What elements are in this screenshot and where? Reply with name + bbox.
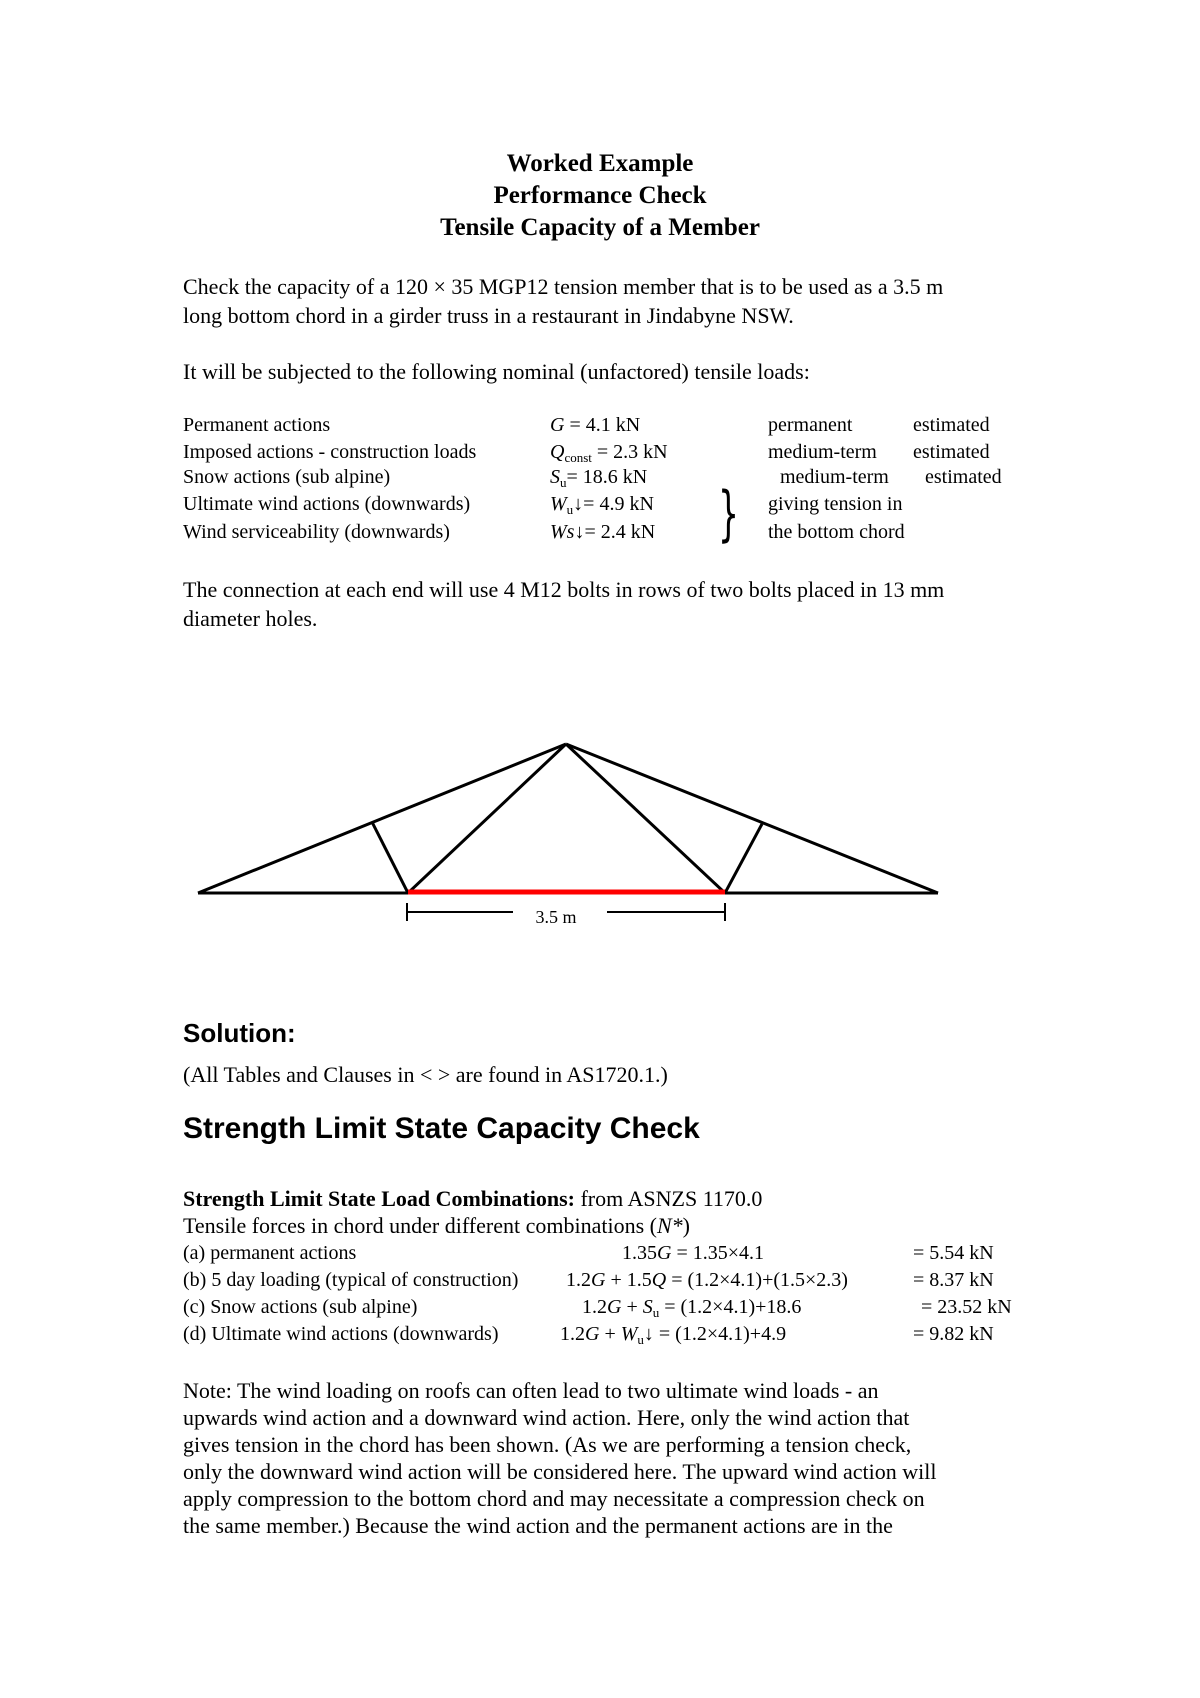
combo-expression: 1.2G + 1.5Q = (1.2×4.1)+(1.5×2.3) [566, 1269, 848, 1291]
truss-members [198, 744, 938, 893]
dimension-label: 3.5 m [535, 907, 577, 927]
note-line: apply compression to the bottom chord and may necessitate a compression check on [183, 1486, 925, 1511]
combo-heading: Strength Limit State Load Combinations: from ASNZS 1170.0 [183, 1186, 763, 1211]
solution-note: (All Tables and Clauses in < > are found in AS1720.1.) [183, 1062, 668, 1087]
connection-line-2: diameter holes. [183, 606, 318, 631]
load-duration: permanent [768, 414, 853, 436]
top-chord-left [198, 744, 566, 893]
combo-expression: $1.2G + S_u = (1.2\times 4.1)+18.6$ [582, 1296, 802, 1320]
note-line: upwards wind action and a downward wind action. Here, only the wind action that [183, 1405, 910, 1430]
solution-heading: Solution: [183, 1018, 296, 1048]
load-label: Ultimate wind actions (downwards) [183, 493, 471, 515]
web-left-inner [408, 744, 566, 893]
load-value: $W_u↓= 4.9$ kN [550, 493, 654, 517]
combo-expression: $1.2G + W_u↓ = (1.2\times 4.1)+4.9$ [560, 1323, 787, 1347]
load-label: Snow actions (sub alpine) [183, 466, 391, 488]
load-label: Permanent actions [183, 414, 331, 436]
load-value: Ws↓= 2.4 kN [550, 521, 656, 543]
load-value: G = 4.1 kN [550, 414, 641, 436]
combo-label: (c) Snow actions (sub alpine) [183, 1296, 418, 1318]
load-duration: the bottom chord [768, 521, 905, 543]
combo-label: (b) 5 day loading (typical of construction) [183, 1269, 519, 1291]
web-left-outer [372, 822, 408, 893]
combo-result: = 23.52 kN [921, 1296, 1012, 1318]
web-right-inner [566, 744, 725, 893]
title-worked-example: Worked Example [506, 150, 694, 177]
title-tensile-capacity: Tensile Capacity of a Member [440, 214, 760, 241]
note-line: only the downward wind action will be considered here. The upward wind action will [183, 1459, 937, 1484]
load-status: estimated [925, 466, 1002, 488]
load-value: $Q_{const} = 2.3$ kN [550, 441, 668, 465]
combo-result: = 9.82 kN [913, 1323, 994, 1345]
strength-heading: Strength Limit State Capacity Check [183, 1112, 700, 1145]
load-duration: medium-term [780, 466, 889, 488]
load-status: estimated [913, 441, 990, 463]
loads-intro: It will be subjected to the following nominal (unfactored) tensile loads: [183, 359, 810, 384]
curly-brace: } [718, 479, 740, 549]
load-status: estimated [913, 414, 990, 436]
web-right-outer [725, 824, 762, 893]
combo-result: = 8.37 kN [913, 1269, 994, 1291]
note-line: the same member.) Because the wind action and the permanent actions are in the [183, 1513, 893, 1538]
load-label: Wind serviceability (downwards) [183, 521, 450, 543]
combo-result: = 5.54 kN [913, 1242, 994, 1264]
note-line: gives tension in the chord has been shown. (As we are performing a tension check, [183, 1432, 912, 1457]
load-duration: giving tension in [768, 493, 903, 515]
combo-label: (d) Ultimate wind actions (downwards) [183, 1323, 499, 1345]
load-value: $S_u= 18.6$ kN [550, 466, 648, 490]
title-performance-check: Performance Check [493, 182, 707, 209]
combo-expression: 1.35G = 1.35×4.1 [622, 1242, 765, 1264]
top-chord-right [566, 744, 938, 893]
intro-line-2: long bottom chord in a girder truss in a restaurant in Jindabyne NSW. [183, 303, 794, 328]
combo-label: (a) permanent actions [183, 1242, 357, 1264]
connection-line-1: The connection at each end will use 4 M12 bolts in rows of two bolts placed in 13 mm [183, 577, 945, 602]
intro-line-1: Check the capacity of a 120 × 35 MGP12 tension member that is to be used as a 3.5 m [183, 274, 944, 299]
forces-line: Tensile forces in chord under different combinations (N*) [183, 1213, 690, 1238]
load-label: Imposed actions - construction loads [183, 441, 477, 463]
load-duration: medium-term [768, 441, 877, 463]
note-line: Note: The wind loading on roofs can often lead to two ultimate wind loads - an [183, 1378, 879, 1403]
